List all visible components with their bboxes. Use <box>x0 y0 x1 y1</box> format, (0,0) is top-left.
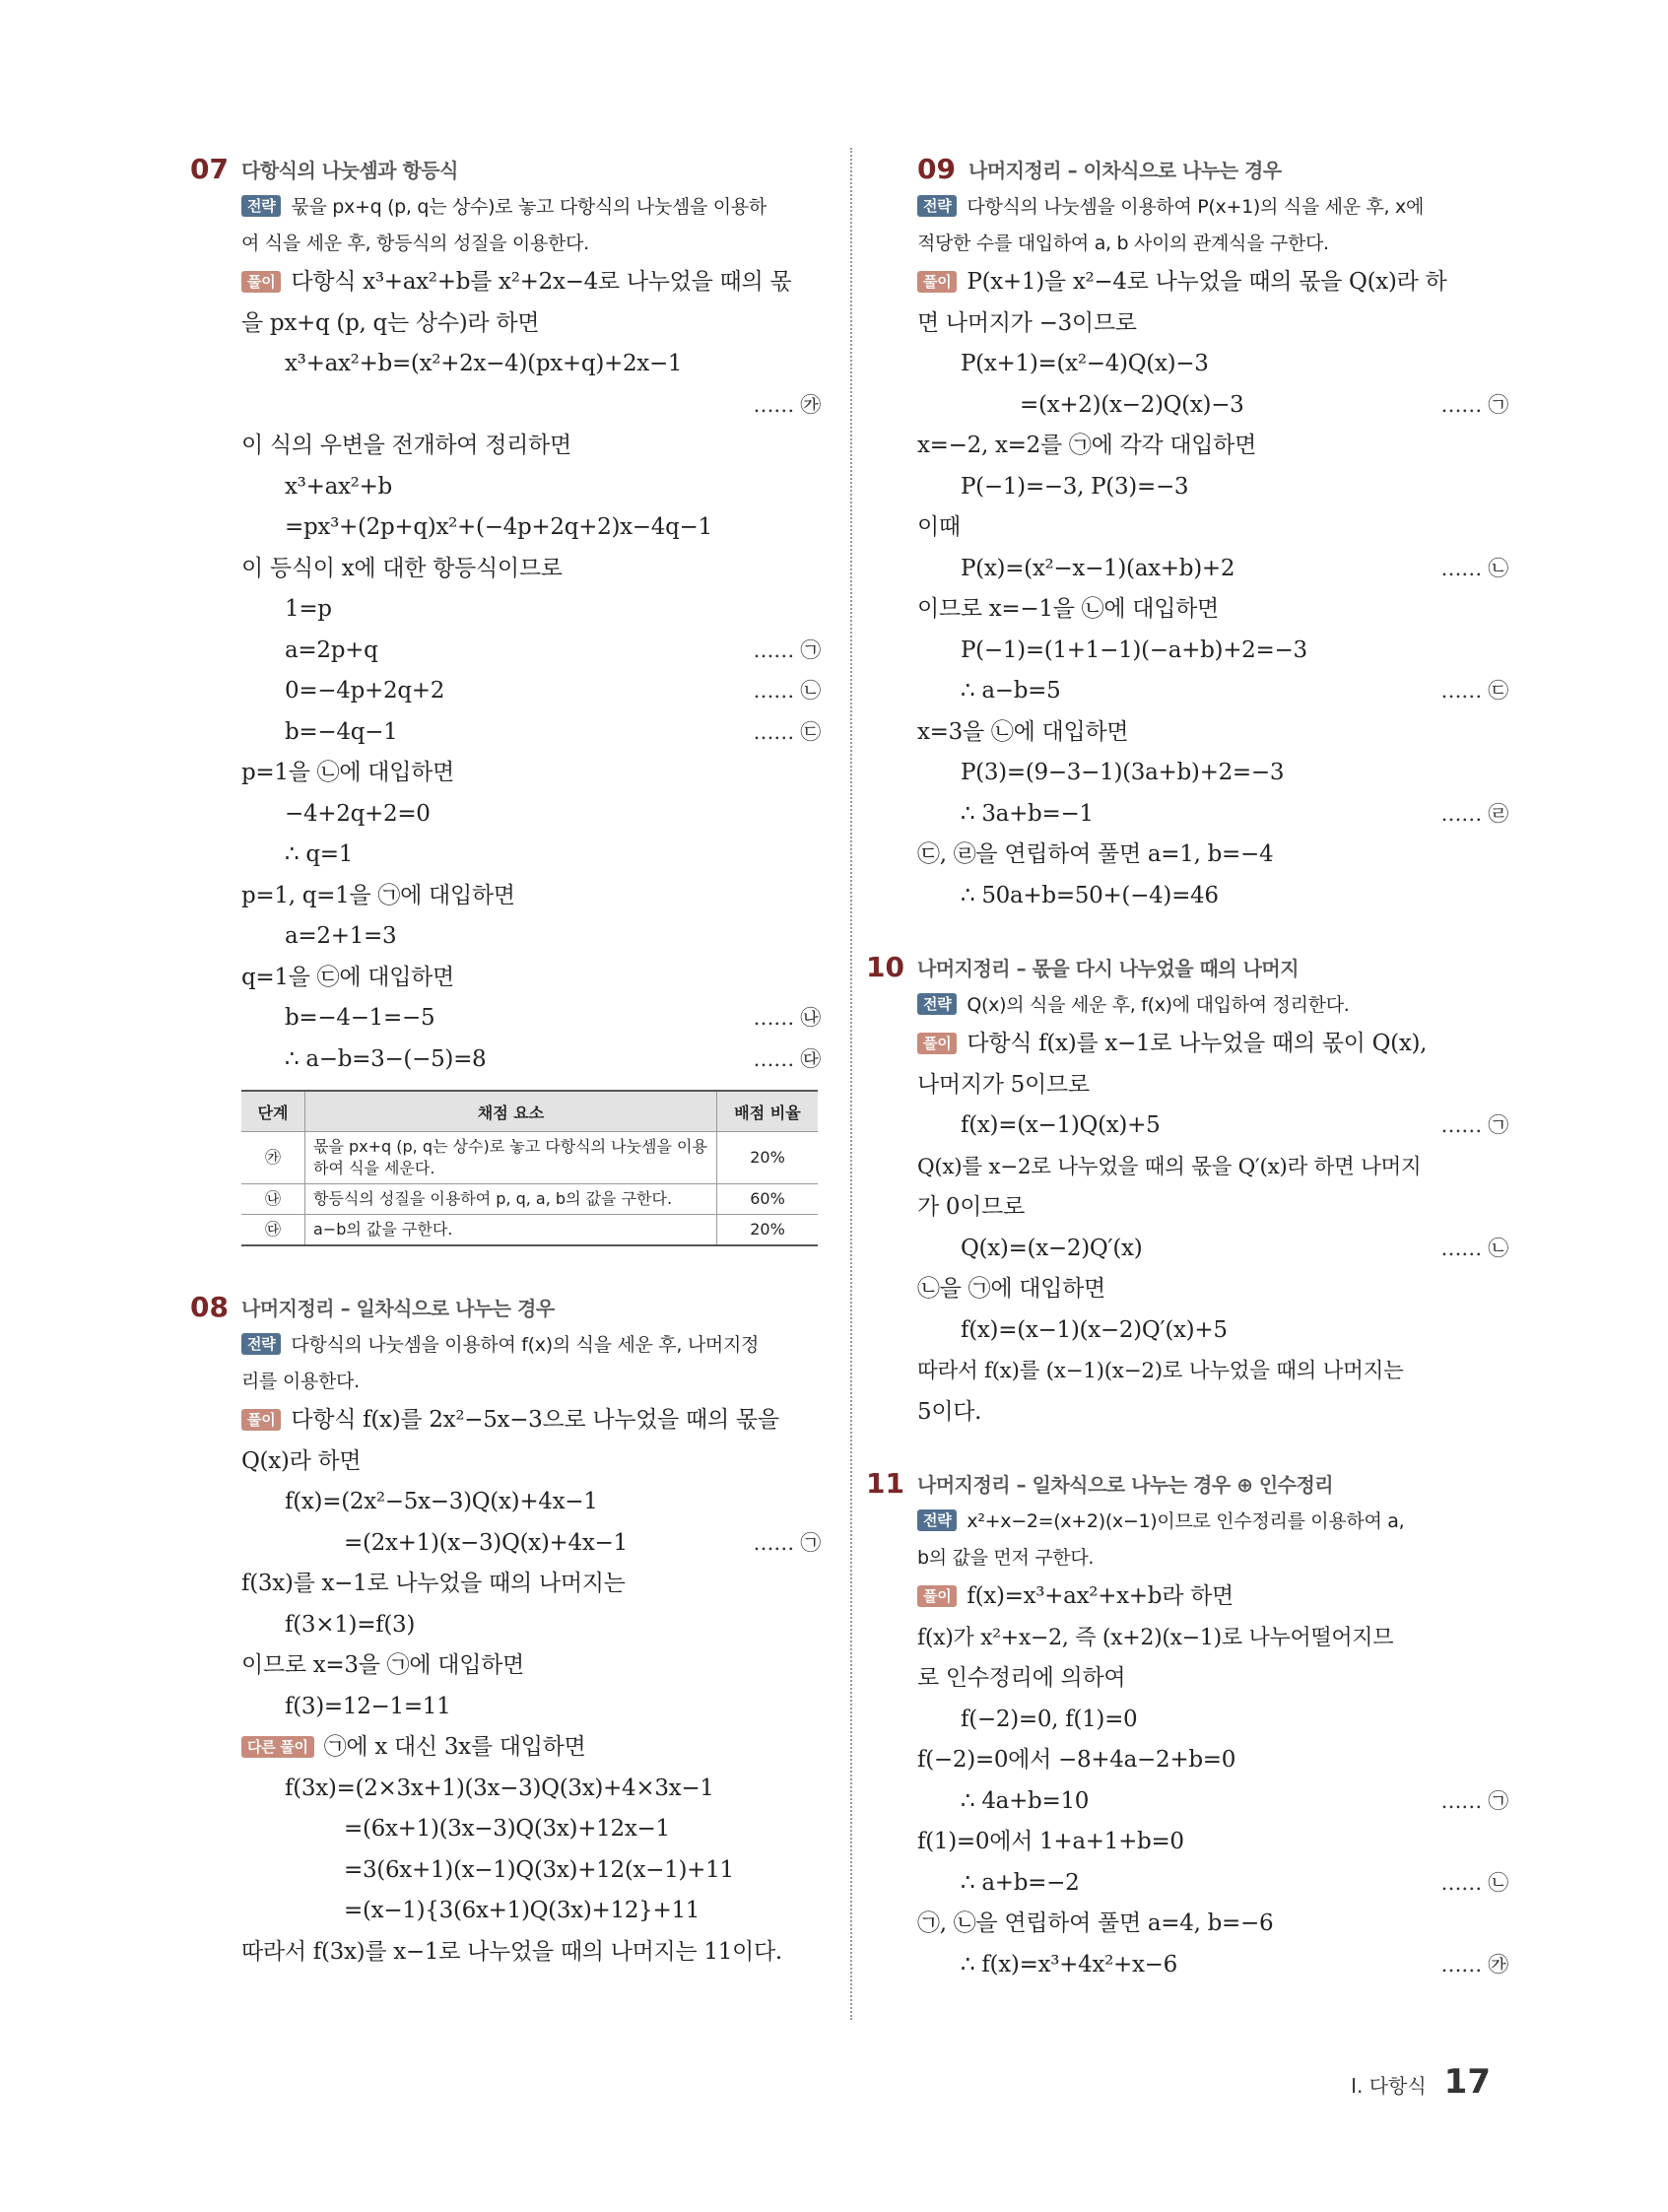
problem-number: 07 <box>190 152 229 185</box>
solution-line: 따라서 f(x)를 (x−1)(x−2)로 나누었을 때의 나머지는 <box>917 1359 1404 1383</box>
problem-08-body <box>190 1327 821 1973</box>
solution-line: 풀이 다항식 f(x)를 x−1로 나누었을 때의 몫이 Q(x), <box>917 1024 1508 1065</box>
problem-title: 나머지정리 – 몫을 다시 나누었을 때의 나머지 <box>917 956 1300 980</box>
solution-line: x=−2, x=2를 ㉠에 각각 대입하면 <box>917 433 1257 458</box>
problem-11-body <box>917 1504 1508 1985</box>
solution-line: f(−2)=0에서 −8+4a−2+b=0 <box>917 1747 1236 1773</box>
solution-line: x=3을 ㉡에 대입하면 <box>917 718 1129 745</box>
equation-line <box>241 385 821 427</box>
solution-line: 로 인수정리에 의하여 <box>917 1665 1126 1691</box>
solution-line: 이때 <box>917 514 961 540</box>
step-mark: …… ㉢ <box>753 719 821 744</box>
equation-line: =(x+2)(x−2)Q(x)−3 …… ㉠ <box>917 385 1508 427</box>
equation-line: ∴ q=1 <box>285 841 354 867</box>
page-number: 17 <box>1443 2062 1491 2102</box>
table-cell: ㉯ <box>241 1184 305 1215</box>
problem-title: 나머지정리 – 일차식으로 나누는 경우 <box>241 1296 555 1320</box>
alt-solution-line: 다른 풀이 ㉠에 x 대신 3x를 대입하면 <box>241 1727 821 1769</box>
equation-line: P(−1)=(1+1−1)(−a+b)+2=−3 <box>961 637 1307 663</box>
equation-line: P(3)=(9−3−1)(3a+b)+2=−3 <box>961 760 1285 785</box>
strategy-tag: 전략 <box>917 195 957 217</box>
equation-line: ∴ a+b=−2 …… ㉡ <box>917 1863 1508 1905</box>
problem-title: 나머지정리 – 일차식으로 나누는 경우 ⊕ 인수정리 <box>917 1472 1334 1497</box>
chapter-label: Ⅰ. 다항식 <box>1351 2074 1427 2098</box>
solution-line: 이므로 x=−1을 ㉡에 대입하면 <box>917 596 1219 622</box>
solution-line: 나머지가 5이므로 <box>917 1071 1090 1098</box>
equation-line: f(x)=(x−1)Q(x)+5 …… ㉠ <box>917 1106 1508 1147</box>
solution-tag: 풀이 <box>917 1585 957 1607</box>
equation-line: P(x+1)=(x²−4)Q(x)−3 <box>961 351 1209 376</box>
equation-line: b=−4−1=−5 …… ㉯ <box>241 998 821 1039</box>
equation-line: x³+ax²+b <box>285 473 392 500</box>
strategy-line: 전략 x²+x−2=(x+2)(x−1)이므로 인수정리를 이용하여 a, <box>917 1504 1508 1540</box>
step-mark: …… ㉣ <box>1440 801 1508 826</box>
table-header: 단계 <box>241 1091 305 1132</box>
solution-line: p=1을 ㉡에 대입하면 <box>241 760 454 785</box>
equation-line: =(x−1){3(6x+1)Q(3x)+12}+11 <box>344 1898 701 1923</box>
left-column <box>190 148 821 1973</box>
strategy-tag: 전략 <box>917 993 957 1015</box>
solution-line: 따라서 f(3x)를 x−1로 나누었을 때의 나머지는 11이다. <box>241 1938 782 1965</box>
equation-line: ∴ f(x)=x³+4x²+x−6 …… ㉮ <box>917 1945 1508 1986</box>
problem-number: 09 <box>917 152 956 185</box>
equation-line: f(3)=12−1=11 <box>285 1693 451 1719</box>
equation-line: ∴ 4a+b=10 …… ㉠ <box>917 1781 1508 1823</box>
problem-11-header <box>866 1462 1508 1504</box>
solution-line: f(x)가 x²+x−2, 즉 (x+2)(x−1)로 나누어떨어지므 <box>917 1625 1394 1650</box>
equation-line: −4+2q+2=0 <box>285 800 431 827</box>
table-row <box>241 1132 818 1184</box>
equation-line: f(x)=(2x²−5x−3)Q(x)+4x−1 <box>285 1489 598 1514</box>
step-mark: …… ㉠ <box>753 1530 821 1555</box>
equation-line: Q(x)=(x−2)Q′(x) …… ㉡ <box>917 1229 1508 1270</box>
equation-line: P(−1)=−3, P(3)=−3 <box>961 473 1189 500</box>
problem-title: 나머지정리 – 이차식으로 나누는 경우 <box>968 158 1282 182</box>
solution-tag: 풀이 <box>241 271 281 293</box>
equation-line: a=2p+q …… ㉠ <box>241 631 821 672</box>
problem-08-header <box>190 1286 821 1327</box>
equation-line: a=2+1=3 <box>285 923 397 949</box>
solution-line: Q(x)를 x−2로 나누었을 때의 몫을 Q′(x)라 하면 나머지 <box>917 1154 1422 1179</box>
solution-tag: 풀이 <box>241 1409 281 1431</box>
step-mark: …… ㉡ <box>1440 1236 1508 1260</box>
step-mark: …… ㉡ <box>1440 556 1508 580</box>
table-header: 배점 비율 <box>717 1091 819 1132</box>
problem-09-header <box>917 148 1508 189</box>
problem-07-header <box>190 148 821 189</box>
solution-line: 풀이 다항식 f(x)를 2x²−5x−3으로 나누었을 때의 몫을 <box>241 1400 821 1441</box>
problem-number: 11 <box>866 1466 904 1500</box>
solution-line: 을 px+q (p, q는 상수)라 하면 <box>241 309 540 336</box>
equation-line: ∴ 3a+b=−1 …… ㉣ <box>917 794 1508 836</box>
strategy-line: 적당한 수를 대입하여 a, b 사이의 관계식을 구한다. <box>917 233 1329 254</box>
strategy-tag: 전략 <box>241 1333 281 1355</box>
solution-line: 풀이 P(x+1)을 x²−4로 나누었을 때의 몫을 Q(x)라 하 <box>917 262 1508 303</box>
step-mark: …… ㉮ <box>1440 1952 1508 1977</box>
solution-line: 이 식의 우변을 전개하여 정리하면 <box>241 433 571 458</box>
solution-tag: 풀이 <box>917 271 957 293</box>
strategy-line: 여 식을 세운 후, 항등식의 성질을 이용한다. <box>241 233 589 254</box>
equation-line: ∴ a−b=3−(−5)=8 …… ㉰ <box>241 1039 821 1081</box>
solution-line: p=1, q=1을 ㉠에 대입하면 <box>241 882 515 908</box>
table-cell: 20% <box>717 1215 819 1246</box>
equation-line: ∴ a−b=5 …… ㉢ <box>917 671 1508 712</box>
equation-line: f(3x)=(2×3x+1)(3x−3)Q(3x)+4×3x−1 <box>285 1775 714 1801</box>
solution-line: q=1을 ㉢에 대입하면 <box>241 964 454 990</box>
step-mark: …… ㉰ <box>753 1046 821 1071</box>
step-mark: …… ㉠ <box>1440 392 1508 417</box>
equation-line: f(−2)=0, f(1)=0 <box>961 1706 1138 1732</box>
solution-line: 이므로 x=3을 ㉠에 대입하면 <box>241 1652 524 1678</box>
equation-line: =px³+(2p+q)x²+(−4p+2q+2)x−4q−1 <box>285 514 712 540</box>
strategy-tag: 전략 <box>917 1509 957 1531</box>
solution-line: 풀이 다항식 x³+ax²+b를 x²+2x−4로 나누었을 때의 몫 <box>241 262 821 303</box>
equation-line: 1=p <box>285 596 332 622</box>
right-column <box>866 148 1508 1985</box>
table-row <box>241 1215 818 1246</box>
equation-line: =(6x+1)(3x−3)Q(3x)+12x−1 <box>344 1816 670 1842</box>
equation-line: ∴ 50a+b=50+(−4)=46 <box>961 882 1219 908</box>
problem-number: 08 <box>190 1290 229 1323</box>
solution-line: 이 등식이 x에 대한 항등식이므로 <box>241 555 563 581</box>
strategy-line: 전략 묷을 px+q (p, q는 상수)로 놓고 다항식의 나눗셈을 이용하 <box>241 189 821 226</box>
equation-line: f(x)=(x−1)(x−2)Q′(x)+5 <box>961 1316 1228 1343</box>
problem-title: 다항식의 나눗셈과 항등식 <box>241 158 458 182</box>
step-mark: …… ㉠ <box>753 637 821 662</box>
column-divider <box>850 148 852 2020</box>
equation-line: b=−4q−1 …… ㉢ <box>241 712 821 754</box>
solution-line: f(1)=0에서 1+a+1+b=0 <box>917 1829 1184 1854</box>
equation-line: 0=−4p+2q+2 …… ㉡ <box>241 671 821 712</box>
table-cell: ㉮ <box>241 1132 305 1184</box>
table-cell: ㉰ <box>241 1215 305 1246</box>
table-cell: 몫을 px+q (p, q는 상수)로 놓고 다항식의 나눗셈을 이용하여 식을 세운다. <box>305 1132 717 1184</box>
alt-solution-tag: 다른 풀이 <box>241 1736 314 1758</box>
equation-line: =(2x+1)(x−3)Q(x)+4x−1 …… ㉠ <box>241 1523 821 1565</box>
solution-line: f(3x)를 x−1로 나누었을 때의 나머지는 <box>241 1571 626 1596</box>
table-cell: a−b의 값을 구한다. <box>305 1215 717 1246</box>
solution-line: ㉠, ㉡을 연립하여 풀면 a=4, b=−6 <box>917 1910 1274 1936</box>
solution-line: ㉢, ㉣을 연립하여 풀면 a=1, b=−4 <box>917 841 1274 867</box>
solution-line: 5이다. <box>917 1398 982 1425</box>
strategy-line: 전략 다항식의 나눗셈을 이용하여 f(x)의 식을 세운 후, 나머지정 <box>241 1327 821 1364</box>
strategy-line: b의 값을 먼저 구한다. <box>917 1547 1095 1569</box>
step-mark: …… ㉡ <box>753 679 821 703</box>
equation-line: x³+ax²+b=(x²+2x−4)(px+q)+2x−1 <box>285 351 683 376</box>
problem-07-body <box>190 189 821 1246</box>
strategy-tag: 전략 <box>241 195 281 217</box>
equation-line: f(3×1)=f(3) <box>285 1611 416 1638</box>
problem-10-header <box>866 946 1508 987</box>
step-mark: …… ㉮ <box>753 392 821 417</box>
step-mark: …… ㉠ <box>1440 1113 1508 1137</box>
equation-line: P(x)=(x²−x−1)(ax+b)+2 …… ㉡ <box>917 549 1508 590</box>
problem-10-body <box>917 987 1508 1433</box>
problem-09-body <box>917 189 1508 916</box>
step-mark: …… ㉯ <box>753 1006 821 1030</box>
step-mark: …… ㉡ <box>1440 1870 1508 1895</box>
solution-line: Q(x)라 하면 <box>241 1447 362 1474</box>
solution-line: 가 0이므로 <box>917 1194 1026 1220</box>
step-mark: …… ㉢ <box>1440 679 1508 703</box>
table-header: 채점 요소 <box>305 1091 717 1132</box>
step-mark: …… ㉠ <box>1440 1788 1508 1813</box>
strategy-line: 전략 Q(x)의 식을 세운 후, f(x)에 대입하여 정리한다. <box>917 987 1508 1024</box>
table-cell: 60% <box>717 1184 819 1215</box>
scoring-table <box>241 1090 818 1246</box>
table-row <box>241 1184 818 1215</box>
strategy-line: 전략 다항식의 나눗셈을 이용하여 P(x+1)의 식을 세운 후, x에 <box>917 189 1508 226</box>
equation-line: =3(6x+1)(x−1)Q(3x)+12(x−1)+11 <box>344 1856 734 1883</box>
solution-line: ㉡을 ㉠에 대입하면 <box>917 1276 1105 1302</box>
table-cell: 항등식의 성질을 이용하여 p, q, a, b의 값을 구한다. <box>305 1184 717 1215</box>
solution-line: 면 나머지가 −3이므로 <box>917 309 1137 336</box>
solution-line: 풀이 f(x)=x³+ax²+x+b라 하면 <box>917 1576 1508 1618</box>
table-cell: 20% <box>717 1132 819 1184</box>
problem-number: 10 <box>866 950 904 983</box>
solution-tag: 풀이 <box>917 1033 957 1054</box>
page-footer <box>1351 2062 1491 2102</box>
strategy-line: 리를 이용한다. <box>241 1371 360 1392</box>
